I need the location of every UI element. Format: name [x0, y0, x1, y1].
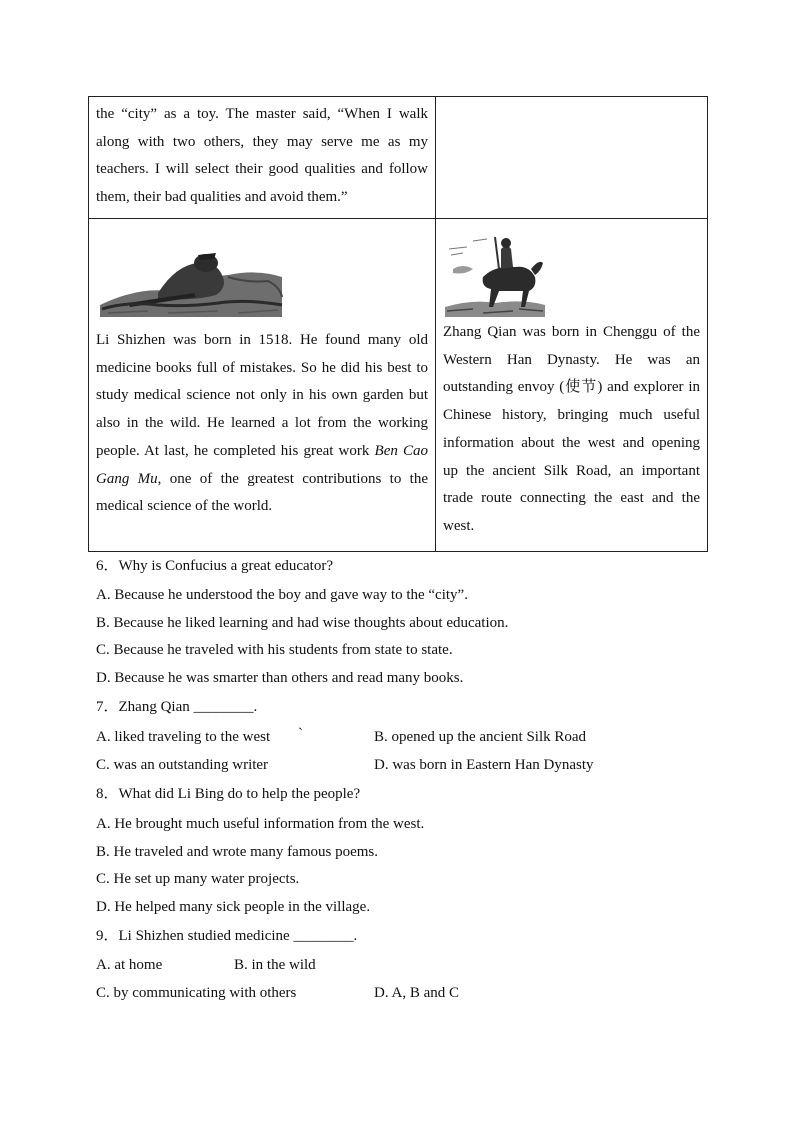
stray-mark: ` — [298, 726, 303, 742]
option-b: B. Because he liked learning and had wise thoughts about education. — [96, 615, 509, 631]
option-c: C. He set up many water projects. — [96, 871, 300, 887]
option-a: A. He brought much useful information from the west. — [96, 816, 425, 832]
option-a: A. liked traveling to the west — [96, 729, 271, 745]
option-c: C. was an outstanding writer — [96, 757, 269, 773]
zhang-qian-text: Zhang Qian was born in Chenggu of the Western Han Dynasty. He was an outstanding envoy (使节) and explorer in Chinese history, bringing much useful information about the west and opening up the ancient Silk Road, an important trade route connecting the east and the west. — [443, 324, 700, 534]
option-a: A. Because he understood the boy and gave way to the “city”. — [96, 587, 468, 603]
li-shizhen-illustration — [98, 247, 284, 319]
option-a: A. at home — [96, 957, 163, 973]
zhang-qian-illustration — [443, 229, 547, 319]
option-d: D. He helped many sick people in the village. — [96, 899, 371, 915]
option-d: D. A, B and C — [374, 985, 460, 1001]
option-b: B. opened up the ancient Silk Road — [374, 729, 587, 745]
question-stem: 6．Why is Confucius a great educator? — [96, 558, 334, 574]
option-b: B. He traveled and wrote many famous poems. — [96, 844, 379, 860]
zhang-qian-cell — [436, 219, 708, 552]
option-c: C. by communicating with others — [96, 985, 297, 1001]
book-title: Ben Cao Gang Mu — [96, 442, 428, 487]
li-shizhen-text-start: Li Shizhen was born in 1518. He found many old medicine books full of mistakes. So he did his best to study medical science not only in his own garden but also in the wild. He learned a lot from the working people. At last, he completed his great work — [96, 332, 428, 459]
table-row — [89, 97, 708, 219]
question-stem: 9．Li Shizhen studied medicine ________. — [96, 928, 358, 944]
question-stem: 8．What did Li Bing do to help the people? — [96, 786, 361, 802]
option-d: D. was born in Eastern Han Dynasty — [374, 757, 594, 773]
confucius-text: the “city” as a toy. The master said, “When I walk along with two others, they may serve me as my teachers. I will select their good qualities and follow them, their bad qualities and avoid them.” — [96, 106, 428, 206]
li-shizhen-text-end: , one of the greatest contributions to the medical science of the world. — [96, 470, 429, 515]
question-stem: 7．Zhang Qian ________. — [96, 699, 258, 715]
li-shizhen-cell — [89, 219, 436, 552]
confucius-cell — [89, 97, 436, 219]
option-b: B. in the wild — [234, 957, 316, 973]
empty-cell — [436, 97, 708, 219]
table-row — [89, 219, 708, 552]
option-c: C. Because he traveled with his students from state to state. — [96, 642, 453, 658]
option-d: D. Because he was smarter than others and read many books. — [96, 670, 464, 686]
reading-table — [88, 96, 708, 552]
